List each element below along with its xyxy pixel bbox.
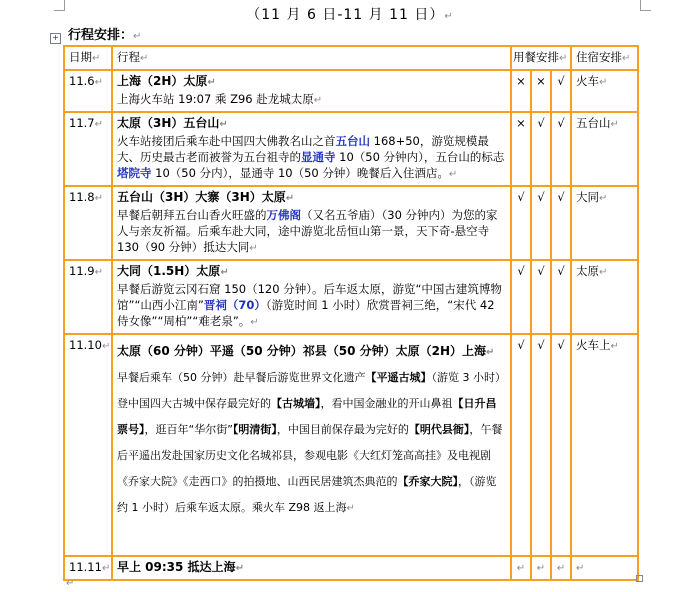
meal-dinner: √ [551,70,571,112]
col-header-meals: 用餐安排↵ [511,46,571,70]
table-row [64,112,638,186]
row-date: 11.7↵ [64,112,112,186]
row-itinerary [112,70,511,112]
row-desc: 上海火车站 19:07 乘 Z96 赴龙城太原↵ [117,92,323,106]
row-lodging: ↵ [571,556,638,580]
meal-lunch: ↵ [531,556,551,580]
meal-breakfast: × [511,112,531,186]
row-lodging: 五台山↵ [571,112,638,186]
table-move-handle[interactable]: + [50,33,61,44]
paragraph-mark: ↵ [66,578,75,589]
row-route: 五台山（3H）大寨（3H）太原↵ [117,190,295,204]
row-itinerary [112,556,511,580]
meal-lunch: √ [531,334,551,556]
meal-dinner: √ [551,334,571,556]
row-desc: 早餐后朝拜五台山香火旺盛的万佛阁（又名五爷庙）（30 分钟内）为您的家人与亲友祈福。后乘车赴大同，途中游览北岳恒山第一景，天下奇-悬空寺 130（90 分钟）抵达大同↵ [117,208,498,254]
col-header-itinerary: 行程↵ [112,46,511,70]
meal-breakfast: √ [511,186,531,260]
row-route: 上海（2H）太原↵ [117,74,216,88]
row-route: 大同（1.5H）太原↵ [117,264,229,278]
row-desc: 早餐后乘车（50 分钟）赴早餐后游览世界文化遗产【平遥古城】（游览 3 小时）登中国四大古城中保存最完好的【古城墙】，看中国金融业的开山鼻祖【日升昌票号】，逛百年“华尔街”【明清街】，中国目前保存最为完好的【明代县衙】，午餐后平遥出发赴国家历史文化名城祁县，参观电影《大红灯笼高高挂》及电视剧《乔家大院》《走西口》的拍摄地、山西民居建筑杰典范的【乔家大院】，（游览约 1 小时）后乘车返太原。乘火车 Z98 返上海↵ [117,371,506,514]
table-row [64,70,638,112]
itinerary-table [63,45,639,581]
meal-lunch: √ [531,260,551,334]
meal-lunch: √ [531,112,551,186]
table-row [64,334,638,556]
meal-breakfast: √ [511,334,531,556]
row-desc: 火车站接团后乘车赴中国四大佛教名山之首五台山 168+50，游览规模最大、历史最古老而被誉为五台祖寺的显通寺 10（50 分钟内），五台山的标志塔院寺 10（50 分内），显通寺 10（50 分钟）晚餐后入住酒店。↵ [117,134,505,180]
row-date: 11.11↵ [64,556,112,580]
row-itinerary [112,186,511,260]
row-route: 太原（3H）五台山↵ [117,116,228,130]
meal-dinner: √ [551,186,571,260]
row-itinerary [112,334,511,556]
row-date: 11.6↵ [64,70,112,112]
table-row [64,556,638,580]
table-resize-handle[interactable] [636,575,643,582]
date-range-header: （11 月 6 日-11 月 11 日）↵ [246,7,454,23]
meal-breakfast: ↵ [511,556,531,580]
meal-dinner: ↵ [551,556,571,580]
row-date: 11.9↵ [64,260,112,334]
row-lodging: 太原↵ [571,260,638,334]
row-itinerary [112,112,511,186]
meal-breakfast: × [511,70,531,112]
table-header-row [64,46,638,70]
row-lodging: 大同↵ [571,186,638,260]
row-route: 早上 09:35 抵达上海↵ [117,560,244,574]
meal-lunch: × [531,70,551,112]
row-lodging: 火车上↵ [571,334,638,556]
row-date: 11.10↵ [64,334,112,556]
col-header-lodging: 住宿安排↵ [571,46,638,70]
meal-dinner: √ [551,112,571,186]
row-date: 11.8↵ [64,186,112,260]
row-desc: 早餐后游览云冈石窟 150（120 分钟）。后车返太原，游览“中国古建筑博物馆”“山西小江南”晋祠（70）（游览时间 1 小时）欣赏晋祠三绝，“宋代 42 侍女像”“周柏”“难老泉”。↵ [117,282,502,328]
section-title: 行程安排：↵ [68,28,142,43]
row-itinerary [112,260,511,334]
meal-dinner: √ [551,260,571,334]
table-row [64,186,638,260]
table-row [64,260,638,334]
meal-lunch: √ [531,186,551,260]
meal-breakfast: √ [511,260,531,334]
col-header-date: 日期↵ [64,46,112,70]
row-lodging: 火车↵ [571,70,638,112]
row-route: 太原（60 分钟）平遥（50 分钟）祁县（50 分钟）太原（2H）上海↵ [117,344,495,358]
